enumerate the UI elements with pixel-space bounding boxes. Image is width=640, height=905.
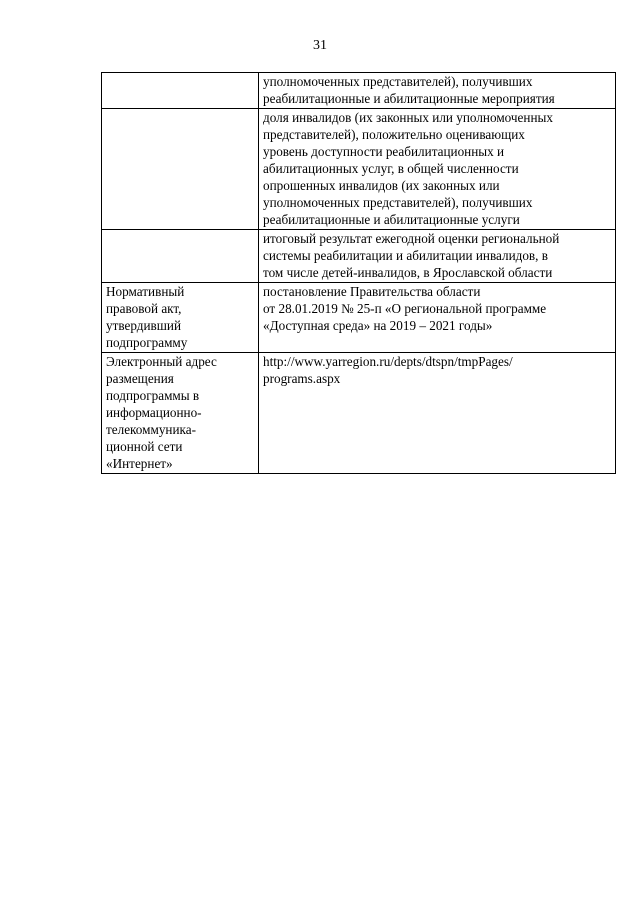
label-text-line: Нормативный (106, 284, 185, 299)
row-label-cell (102, 109, 259, 230)
label-text-line: правовой акт, (106, 301, 182, 316)
label-text-line: размещения (106, 371, 174, 386)
value-text-line: опрошенных инвалидов (их законных или (263, 178, 500, 193)
value-text-line: реабилитационные и абилитационные мероприятия (263, 91, 555, 106)
subprogram-passport-table (101, 72, 616, 474)
row-label-cell (102, 73, 259, 109)
url-text-line: http://www.yarregion.ru/depts/dtspn/tmpPages/ (263, 354, 513, 369)
row-value-cell (259, 283, 616, 353)
value-text-line: уполномоченных представителей), получивших (263, 74, 533, 89)
value-text-line: уровень доступности реабилитационных и (263, 144, 505, 159)
table-row (102, 109, 616, 230)
value-text-line: том числе детей-инвалидов, в Ярославской области (263, 265, 553, 280)
value-text-line: представителей), положительно оценивающих (263, 127, 525, 142)
row-value-cell (259, 73, 616, 109)
label-text-line: информационно- (106, 405, 202, 420)
label-text-line: подпрограмму (106, 335, 188, 350)
table-row (102, 353, 616, 474)
table-row (102, 73, 616, 109)
value-text-line: постановление Правительства области (263, 284, 481, 299)
label-text-line: подпрограммы в (106, 388, 200, 403)
value-text-line: доля инвалидов (их законных или уполномоченных (263, 110, 553, 125)
label-text-line: «Интернет» (106, 456, 173, 471)
label-text-line: утвердивший (106, 318, 182, 333)
table-row (102, 283, 616, 353)
value-text-line: реабилитационные и абилитационные услуги (263, 212, 520, 227)
row-value-cell (259, 109, 616, 230)
value-text-line: от 28.01.2019 № 25-п «О региональной программе (263, 301, 547, 316)
row-label-cell (102, 283, 259, 353)
label-text-line: телекоммуника- (106, 422, 196, 437)
row-value-cell (259, 353, 616, 474)
value-text-line: уполномоченных представителей), получивших (263, 195, 533, 210)
value-text-line: «Доступная среда» на 2019 – 2021 годы» (263, 318, 493, 333)
row-label-cell (102, 230, 259, 283)
row-value-cell (259, 230, 616, 283)
table-row (102, 230, 616, 283)
page-number: 31 (313, 38, 327, 53)
row-label-cell (102, 353, 259, 474)
value-text-line: системы реабилитации и абилитации инвалидов, в (263, 248, 548, 263)
value-text-line: итоговый результат ежегодной оценки региональной (263, 231, 560, 246)
url-text-line: programs.aspx (263, 371, 341, 386)
label-text-line: Электронный адрес (106, 354, 217, 369)
value-text-line: абилитационных услуг, в общей численности (263, 161, 519, 176)
label-text-line: ционной сети (106, 439, 183, 454)
